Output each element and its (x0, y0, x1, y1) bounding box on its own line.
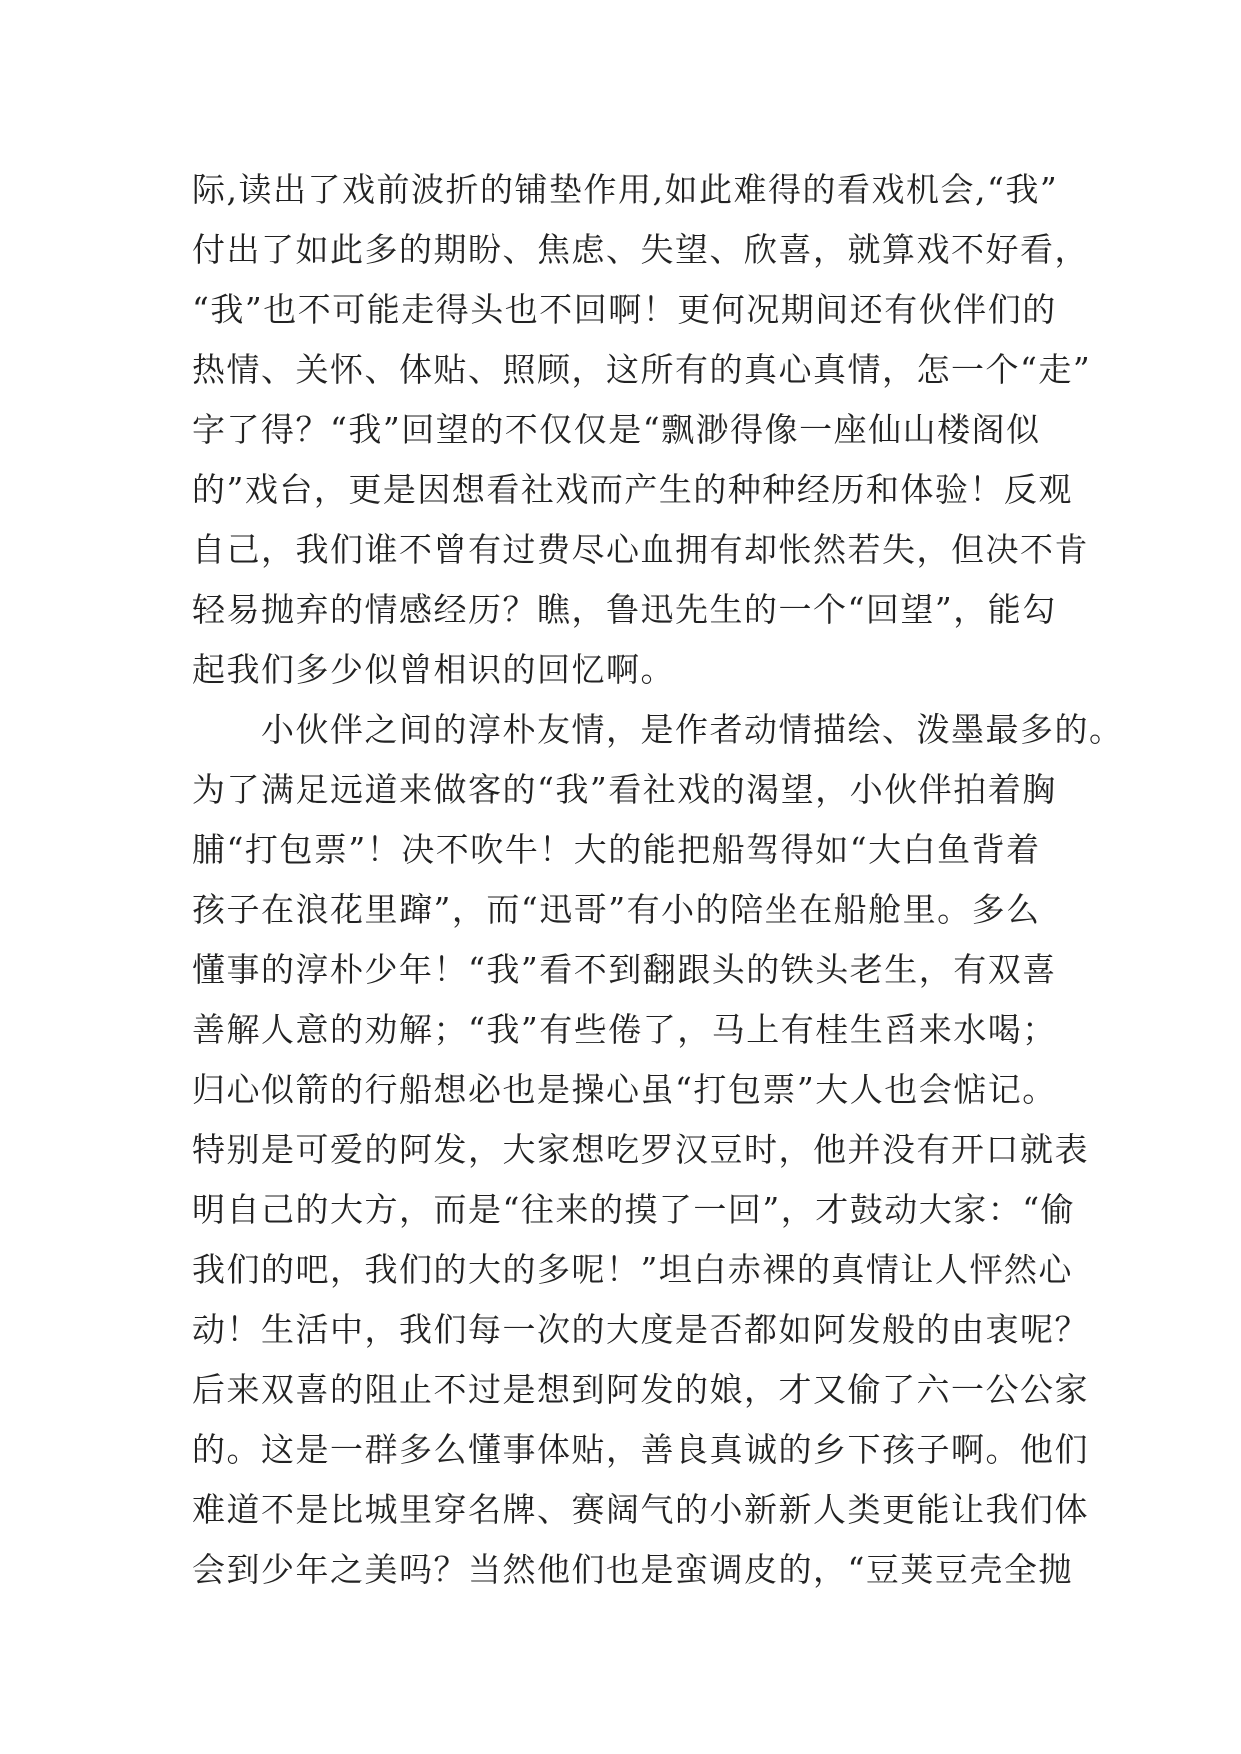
text-line: 明自己的大方，而是“往来的摸了一回”，才鼓动大家：“偷 (192, 1190, 1076, 1229)
body-text (192, 160, 1124, 1600)
text-line: 付出了如此多的期盼、焦虑、失望、欣喜，就算戏不好看， (192, 230, 1089, 269)
text-line: 际,读出了戏前波折的铺垫作用,如此难得的看戏机会,“我” (192, 170, 1059, 209)
text-line: 后来双喜的阻止不过是想到阿发的娘，才又偷了六一公公家 (192, 1370, 1089, 1409)
text-line: 特别是可爱的阿发，大家想吃罗汉豆时，他并没有开口就表 (192, 1130, 1089, 1169)
text-line: 字了得？“我”回望的不仅仅是“飘渺得像一座仙山楼阁似 (192, 410, 1041, 449)
text-line: “我”也不可能走得头也不回啊！更何况期间还有伙伴们的 (192, 290, 1057, 329)
text-line: 的。这是一群多么懂事体贴，善良真诚的乡下孩子啊。他们 (192, 1430, 1089, 1469)
text-line: 懂事的淳朴少年！“我”看不到翻跟头的铁头老生，有双喜 (192, 950, 1057, 989)
paragraph-start-line: 小伙伴之间的淳朴友情，是作者动情描绘、泼墨最多的。 (192, 710, 1124, 749)
text-line: 的”戏台，更是因想看社戏而产生的种种经历和体验！反观 (192, 470, 1073, 509)
text-line: 轻易抛弃的情感经历？瞧，鲁迅先生的一个“回望”，能勾 (192, 590, 1057, 629)
text-line: 难道不是比城里穿名牌、赛阔气的小新新人类更能让我们体 (192, 1490, 1089, 1529)
text-line: 热情、关怀、体贴、照顾，这所有的真心真情，怎一个“走” (192, 350, 1092, 389)
text-line: 归心似箭的行船想必也是操心虽“打包票”大人也会惦记。 (192, 1070, 1057, 1109)
text-line: 善解人意的劝解；“我”有些倦了，马上有桂生舀来水喝； (192, 1010, 1057, 1049)
text-line: 起我们多少似曾相识的回忆啊。 (192, 650, 675, 689)
text-line: 脯“打包票”！决不吹牛！大的能把船驾得如“大白鱼背着 (192, 830, 1041, 869)
text-line: 为了满足远道来做客的“我”看社戏的渴望，小伙伴拍着胸 (192, 770, 1057, 809)
text-line: 自己，我们谁不曾有过费尽心血拥有却怅然若失，但决不肯 (192, 530, 1089, 569)
text-line: 会到少年之美吗？当然他们也是蛮调皮的，“豆荚豆壳全抛 (192, 1550, 1073, 1589)
text-line: 孩子在浪花里蹿”，而“迅哥”有小的陪坐在船舱里。多么 (192, 890, 1041, 929)
text-line: 我们的吧，我们的大的多呢！”坦白赤裸的真情让人怦然心 (192, 1250, 1073, 1289)
text-line: 动！生活中，我们每一次的大度是否都如阿发般的由衷呢？ (192, 1310, 1089, 1349)
